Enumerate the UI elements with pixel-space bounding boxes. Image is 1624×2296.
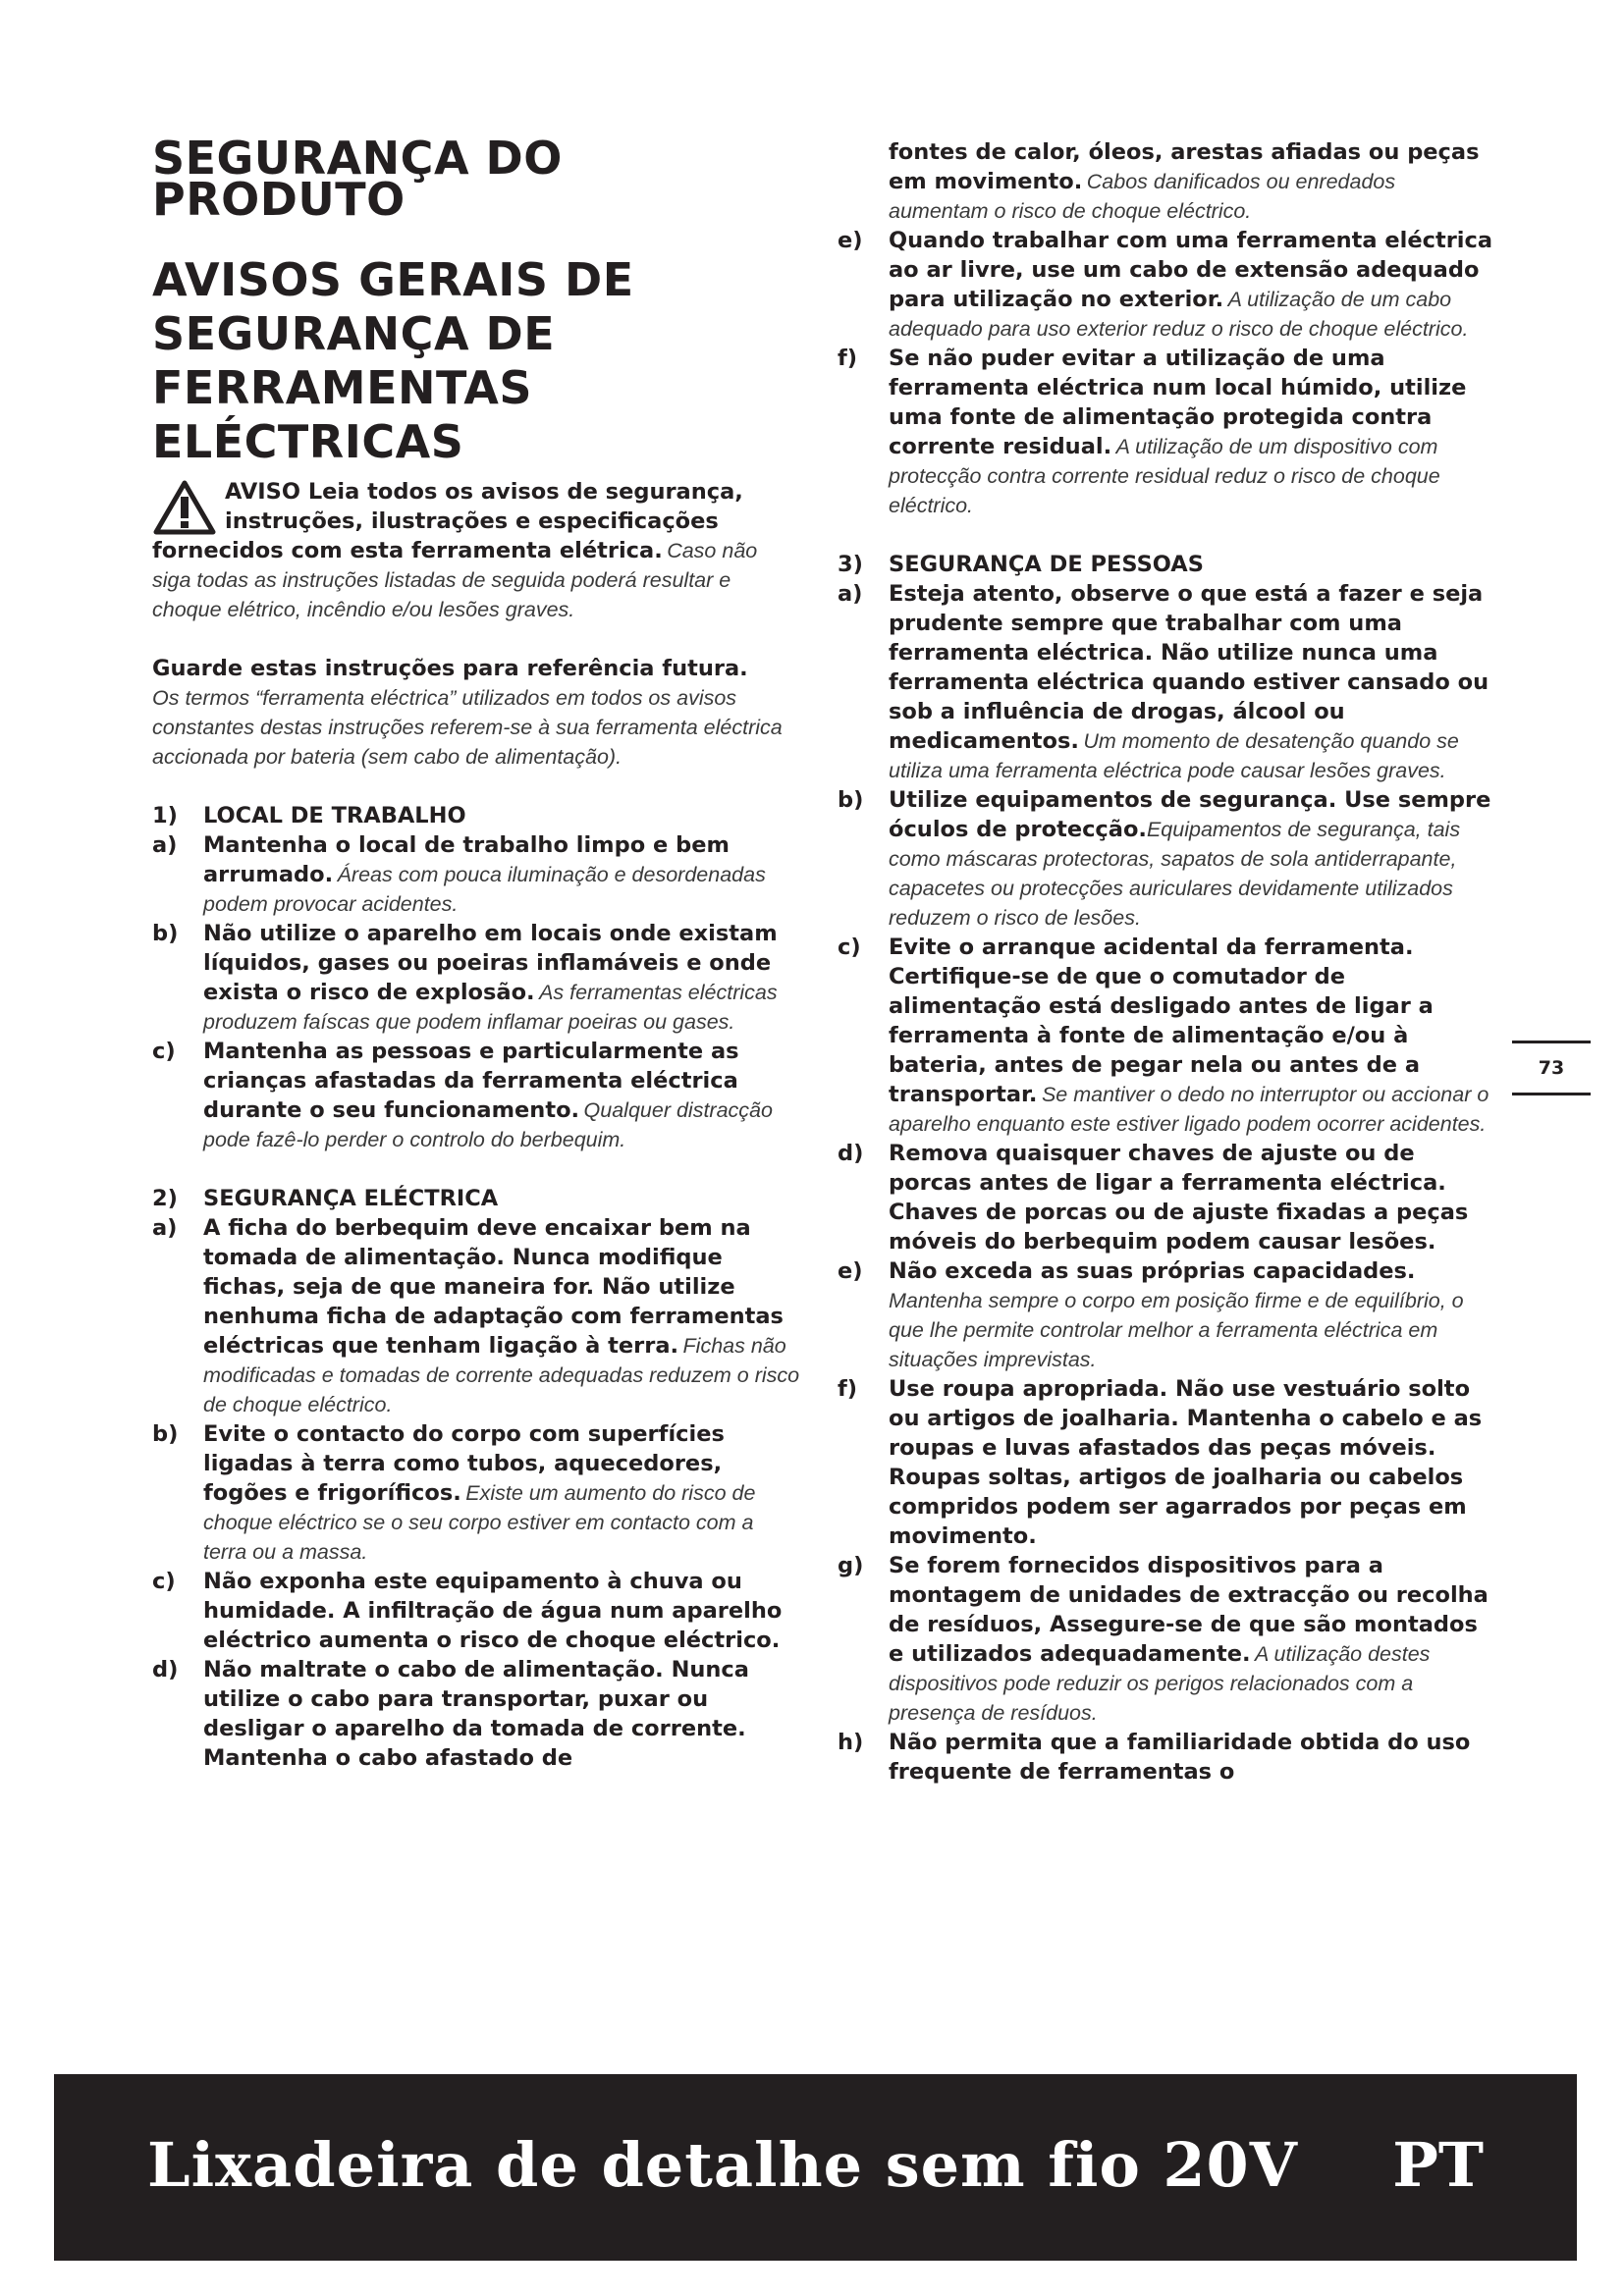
right-column <box>838 137 1495 1787</box>
warning-text: AVISO Leia todos os avisos de segurança, instruções, ilustrações e especificações fornecidos com esta ferramenta elétrica. <box>152 479 743 563</box>
list-item: f) Se não puder evitar a utilização de uma ferramenta eléctrica num local húmido, utilize uma fonte de alimentação protegida contra corrente residual. A utilização de um dispositivo com protecção contra corrente residual reduz o risco de choque eléctrico. <box>838 346 1467 517</box>
list-item: a) A ficha do berbequim deve encaixar bem na tomada de alimentação. Nunca modifique fichas, seja de que maneira for. Não utilize nenhuma ficha de adaptação com ferramentas eléctricas que tenham ligação à terra. Fichas não modificadas e tomadas de corrente adequadas reduzem o risco de choque eléctrico. <box>152 1215 800 1416</box>
list-item: e) Não exceda as suas próprias capacidades. Mantenha sempre o corpo em posição firme e de equilíbrio, o que lhe permite controlar melhor a ferramenta eléctrica em situações imprevistas. <box>838 1258 1464 1371</box>
page-number: 73 <box>1538 1057 1565 1079</box>
warning-note: Caso não siga todas as instruções listadas de seguida poderá resultar e choque elétrico, incêndio e/ou lesões graves. <box>152 539 758 621</box>
list-item: g) Se forem fornecidos dispositivos para a montagem de unidades de extracção ou recolha de resíduos, Assegure-se de que são montados e utilizados adequadamente. A utilização destes dispositivos pode reduzir os perigos relacionados com a presença de resíduos. <box>838 1553 1489 1725</box>
product-title: Lixadeira de detalhe sem fio 20V <box>147 2129 1298 2201</box>
list-item: a) Esteja atento, observe o que está a fazer e seja prudente sempre que trabalhar com uma ferramenta eléctrica. Não utilize nunca uma ferramenta eléctrica quando estiver cansado ou sob a influência de drogas, álcool ou medicamentos. Um momento de desatenção quando se utiliza uma ferramenta eléctrica pode causar lesões graves. <box>838 581 1489 782</box>
keep-instructions: Guarde estas instruções para referência futura. <box>152 656 748 681</box>
list-item: b) Não utilize o aparelho em locais onde existam líquidos, gases ou poeiras inflamáveis e onde exista o risco de explosão. As ferramentas eléctricas produzem faíscas que podem inflamar poeiras ou gases. <box>152 921 778 1034</box>
list-item: c) Evite o arranque acidental da ferramenta. Certifique-se de que o comutador de alimentação está desligado antes de ligar a ferramenta à fonte de alimentação e/ou à bateria, antes de pegar nela ou antes de a transportar. Se mantiver o dedo no interruptor ou accionar o aparelho enquanto este estiver ligado podem ocorrer acidentes. <box>838 934 1489 1136</box>
list-item: f) Use roupa apropriada. Não use vestuário solto ou artigos de joalharia. Mantenha o cabelo e as roupas e luvas afastados das peças móveis. Roupas soltas, artigos de joalharia ou cabelos compridos podem ser agarrados por peças em movimento. <box>838 1376 1483 1549</box>
left-column <box>152 132 800 1773</box>
list-item: d) Remova quaisquer chaves de ajuste ou de porcas antes de ligar a ferramenta eléctrica. Chaves de porcas ou de ajuste fixadas a peças móveis do berbequim podem causar lesões. <box>838 1141 1469 1255</box>
section-heading-work-area: 1) LOCAL DE TRABALHO <box>152 803 466 828</box>
page-number-marker <box>1512 1041 1591 1095</box>
list-item: b) Evite o contacto do corpo com superfícies ligadas à terra como tubos, aquecedores, fogões e frigoríficos. Existe um aumento do risco de choque eléctrico se o seu corpo estiver em contacto com a terra ou a massa. <box>152 1421 756 1564</box>
language-code: PT <box>1392 2129 1484 2201</box>
section-heading-personal-safety: 3) SEGURANÇA DE PESSOAS <box>838 552 1204 577</box>
list-item-continued: fontes de calor, óleos, arestas afiadas ou peças em movimento. Cabos danificados ou enredados aumentam o risco de choque eléctrico. <box>889 139 1480 223</box>
main-heading: AVISOS GERAIS DE SEGURANÇA DE FERRAMENTAS ELÉCTRICAS <box>152 253 634 468</box>
list-item: d) Não maltrate o cabo de alimentação. Nunca utilize o cabo para transportar, puxar ou desligar o aparelho da tomada de corrente. Mantenha o cabo afastado de <box>152 1657 749 1771</box>
footer-banner <box>54 2074 1577 2261</box>
list-item: e) Quando trabalhar com uma ferramenta eléctrica ao ar livre, use um cabo de extensão adequado para utilização no exterior. A utilização de um cabo adequado para uso exterior reduz o risco de choque eléctrico. <box>838 228 1493 341</box>
warning-block <box>152 477 800 624</box>
terms-note: Os termos “ferramenta eléctrica” utilizados em todos os avisos constantes destas instruções referem-se à sua ferramenta eléctrica accionada por bateria (sem cabo de alimentação). <box>152 686 783 769</box>
section-heading-electrical: 2) SEGURANÇA ELÉCTRICA <box>152 1186 499 1211</box>
list-item: c) Não exponha este equipamento à chuva ou humidade. A infiltração de água num aparelho eléctrico aumenta o risco de choque eléctrico. <box>152 1569 783 1653</box>
list-item: c) Mantenha as pessoas e particularmente as crianças afastadas da ferramenta eléctrica durante o seu funcionamento. Qualquer distracção pode fazê-lo perder o controlo do berbequim. <box>152 1039 773 1151</box>
section-title: SEGURANÇA DO PRODUTO <box>152 132 563 226</box>
warning-triangle-icon <box>152 479 217 536</box>
list-item: h) Não permita que a familiaridade obtida do uso frequente de ferramentas o <box>838 1730 1471 1785</box>
list-item: b) Utilize equipamentos de segurança. Use sempre óculos de protecção.Equipamentos de segurança, tais como máscaras protectoras, sapatos de sola antiderrapante, capacetes ou protecções auriculares devidamente utilizados reduzem o risco de lesões. <box>838 787 1491 930</box>
divider <box>1512 1093 1591 1095</box>
list-item: a) Mantenha o local de trabalho limpo e bem arrumado. Áreas com pouca iluminação e desordenadas podem provocar acidentes. <box>152 832 766 916</box>
